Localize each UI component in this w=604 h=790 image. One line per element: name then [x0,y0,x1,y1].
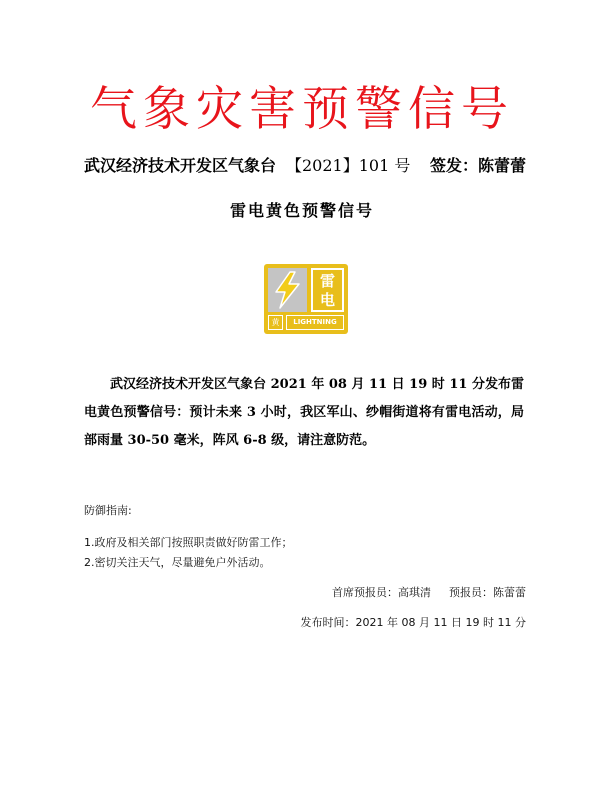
badge-char-lei: 雷 [319,272,335,290]
badge-char-dian: 电 [319,291,335,309]
chief-forecaster: 首席预报员：高琪清 [332,586,431,599]
signal-title: 雷电黄色预警信号 [229,201,374,220]
document-number: 【2021】101 号 [286,156,411,175]
lightning-bolt-icon [268,268,307,312]
guidance-heading: 防御指南: [84,504,132,517]
guidance-item-2: 2.密切关注天气，尽量避免户外活动。 [84,556,271,569]
forecaster-line [332,585,526,601]
forecaster: 预报员：陈蕾蕾 [449,586,526,599]
warning-signal-badge [264,264,348,334]
main-title: 气象灾害预警信号 [90,82,514,137]
issuer-name: 武汉经济技术开发区气象台 [84,156,277,175]
signer: 签发：陈蕾蕾 [430,156,527,175]
badge-color-char: 黄 [268,315,283,330]
issue-time: 发布时间：2021 年 08 月 11 日 19 时 11 分 [300,616,526,629]
badge-characters [311,268,344,312]
badge-english-word: LIGHTNING [286,315,344,330]
warning-body-text: 武汉经济技术开发区气象台 2021 年 08 月 11 日 19 时 11 分发布雷电黄色预警信号：预计未来 3 小时，我区军山、纱帽街道将有雷电活动，局部雨量 30-50 毫米，阵风 6-8 级，请注意防范。 [84,377,524,448]
guidance-item-1: 1.政府及相关部门按照职责做好防雷工作； [84,536,293,549]
